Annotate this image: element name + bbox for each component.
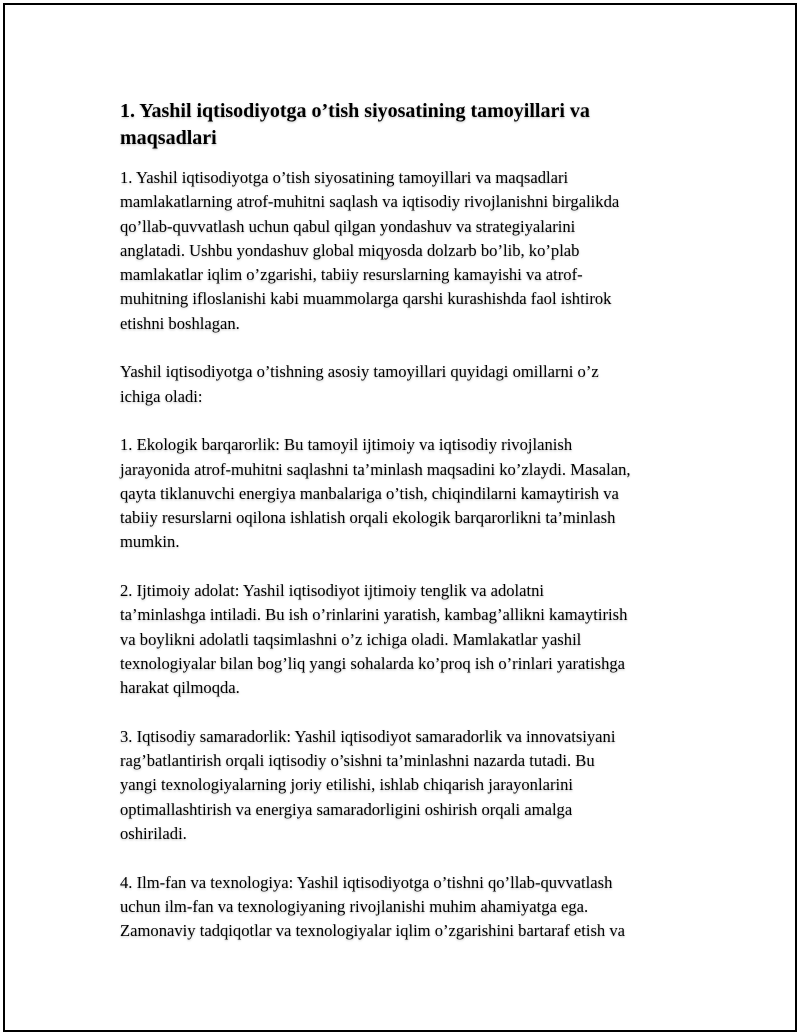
text-line: tabiiy resurslarni oqilona ishlatish orqali ekologik barqarorlikni ta’minlash [120,508,616,528]
text-line: harakat qilmoqda. [120,678,240,698]
text-line: optimallashtirish va energiya samaradorligini oshirish orqali amalga [120,799,573,819]
text-line: anglatadi. Ushbu yondashuv global miqyosda dolzarb bo’lib, ko’plab [120,240,580,260]
text-line: uchun ilm-fan va texnologiyaning rivojlanishi muhim ahamiyatga ega. [120,896,589,916]
section-title-line: 1. Yashil iqtisodiyotga o’tish siyosatining tamoyillari va [120,100,590,122]
section-title-line: maqsadlari [120,127,217,149]
text-line: 2. Ijtimoiy adolat: Yashil iqtisodiyot ijtimoiy tenglik va adolatni [120,581,545,601]
text-line: yangi texnologiyalarning joriy etilishi, ishlab chiqarish jarayonlarini [120,775,573,795]
text-line: qayta tiklanuvchi energiya manbalariga o’tish, chiqindilarni kamaytirish va [120,483,619,503]
text-line: 1. Ekologik barqarorlik: Bu tamoyil ijtimoiy va iqtisodiy rivojlanish [120,435,573,455]
text-line: ta’minlashga intiladi. Bu ish o’rinlarini yaratish, kambag’allikni kamaytirish [120,605,628,625]
paragraph-ecological-sustainability [120,433,700,554]
page-frame [3,3,797,1032]
paragraph-science-technology [120,871,700,944]
text-line: 3. Iqtisodiy samaradorlik: Yashil iqtisodiyot samaradorlik va innovatsiyani [120,726,616,746]
document-body [120,98,700,968]
text-line: ichiga oladi: [120,386,203,406]
text-line: texnologiyalar bilan bog’liq yangi sohalarda ko’proq ish o’rinlari yaratishga [120,653,626,673]
paragraph-economic-efficiency [120,725,700,846]
paragraph-social-justice [120,579,700,700]
paragraph-principles-intro [120,360,700,409]
text-line: mamlakatlar iqlim o’zgarishi, tabiiy resurslarning kamayishi va atrof- [120,265,583,285]
text-line: Zamonaviy tadqiqotlar va texnologiyalar iqlim o’zgarishini bartaraf etish va [120,921,626,941]
text-line: qo’llab-quvvatlash uchun qabul qilgan yondashuv va strategiyalarini [120,216,576,236]
text-line: muhitning ifloslanishi kabi muammolarga qarshi kurashishda faol ishtirok [120,289,612,309]
text-line: oshiriladi. [120,824,187,844]
text-line: 4. Ilm-fan va texnologiya: Yashil iqtisodiyotga o’tishni qo’llab-quvvatlash [120,872,613,892]
text-line: mamlakatlarning atrof-muhitni saqlash va iqtisodiy rivojlanishni birgalikda [120,192,620,212]
paragraph-intro [120,166,700,336]
text-line: jarayonida atrof-muhitni saqlashni ta’minlash maqsadini ko’zlaydi. Masalan, [120,459,631,479]
text-line: etishni boshlagan. [120,313,240,333]
text-line: Yashil iqtisodiyotga o’tishning asosiy tamoyillari quyidagi omillarni o’z [120,362,599,382]
text-line: va boylikni adolatli taqsimlashni o’z ichiga oladi. Mamlakatlar yashil [120,629,582,649]
text-line: rag’batlantirish orqali iqtisodiy o’sishni ta’minlashni nazarda tutadi. Bu [120,751,595,771]
section-title [120,98,700,152]
text-line: 1. Yashil iqtisodiyotga o’tish siyosatining tamoyillari va maqsadlari [120,168,569,187]
text-line: mumkin. [120,532,180,552]
